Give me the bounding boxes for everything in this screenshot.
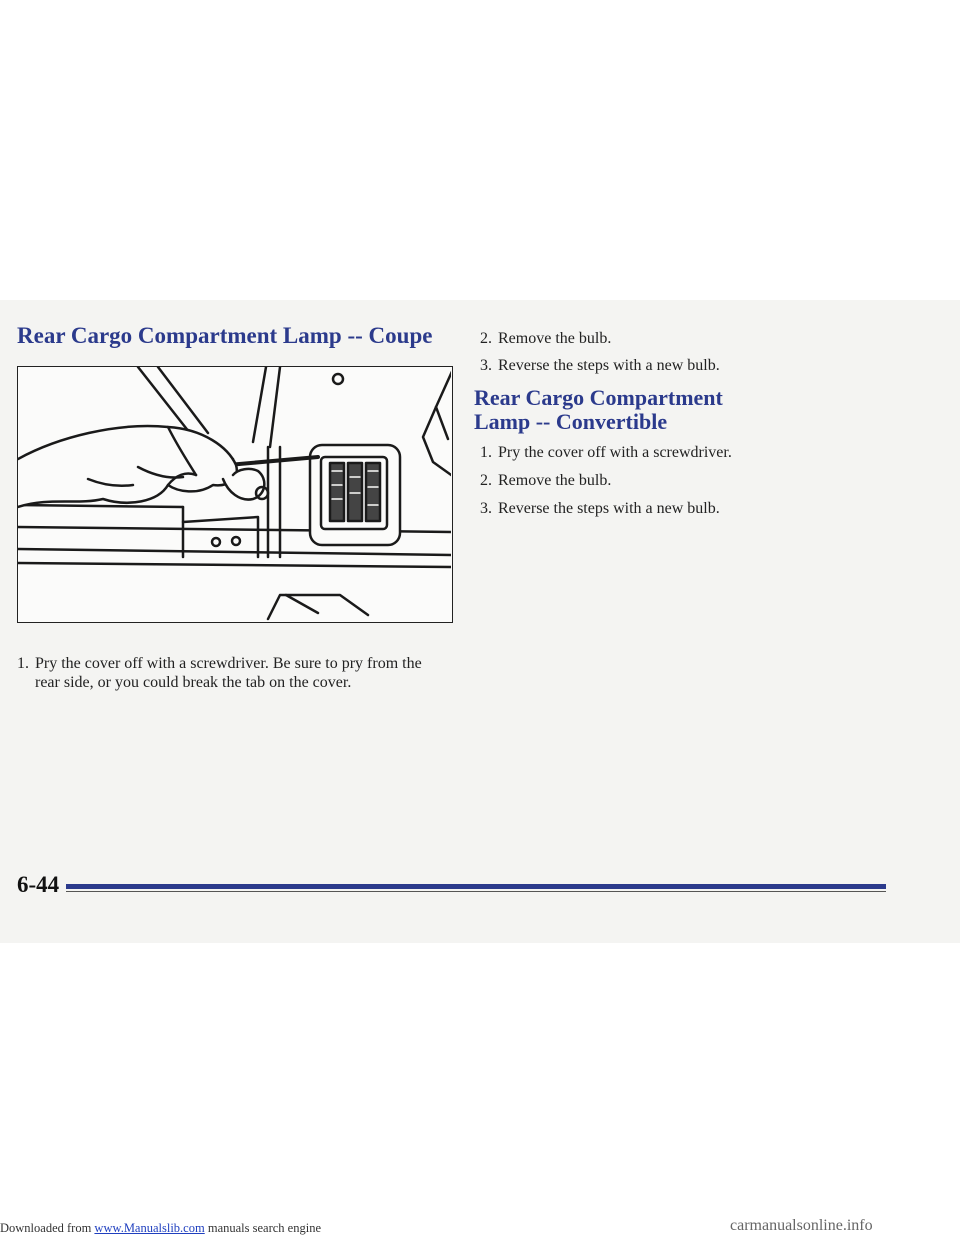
step-number: 2. xyxy=(480,472,492,489)
footer-rule-thin xyxy=(66,891,886,892)
convertible-step-2 xyxy=(480,471,611,490)
step-text: Pry the cover off with a screwdriver. xyxy=(498,444,732,461)
step-number: 3. xyxy=(480,500,492,517)
step-text: Reverse the steps with a new bulb. xyxy=(498,500,720,517)
step-number: 3. xyxy=(480,357,492,374)
step-text: Reverse the steps with a new bulb. xyxy=(498,357,720,374)
illustration-drawing xyxy=(18,367,451,621)
footer-rule xyxy=(66,884,886,889)
step-text: Remove the bulb. xyxy=(498,330,612,347)
step-text: Remove the bulb. xyxy=(498,472,612,489)
step-number: 1. xyxy=(17,655,29,672)
coupe-step-1 xyxy=(17,654,447,692)
convertible-step-1 xyxy=(480,443,732,462)
step-text: Pry the cover off with a screwdriver. Be sure to pry from the rear side, or you could break the tab on the cover. xyxy=(35,655,422,691)
convertible-step-3 xyxy=(480,499,720,518)
page-number: 6-44 xyxy=(17,872,60,897)
coupe-section-title: Rear Cargo Compartment Lamp -- Coupe xyxy=(17,323,433,348)
coupe-step-2 xyxy=(480,329,611,348)
step-number: 1. xyxy=(480,444,492,461)
watermark: carmanualsonline.info xyxy=(730,1217,873,1234)
lamp-removal-illustration xyxy=(17,366,453,623)
footer-prefix: Downloaded from xyxy=(0,1221,92,1235)
coupe-step-3 xyxy=(480,356,720,375)
footer-suffix: manuals search engine xyxy=(207,1221,321,1235)
step-number: 2. xyxy=(480,330,492,347)
manualslib-link[interactable]: www.Manualslib.com xyxy=(94,1221,205,1235)
download-footer xyxy=(0,1217,873,1236)
convertible-section-title: Rear Cargo Compartment Lamp -- Convertible xyxy=(474,385,723,434)
